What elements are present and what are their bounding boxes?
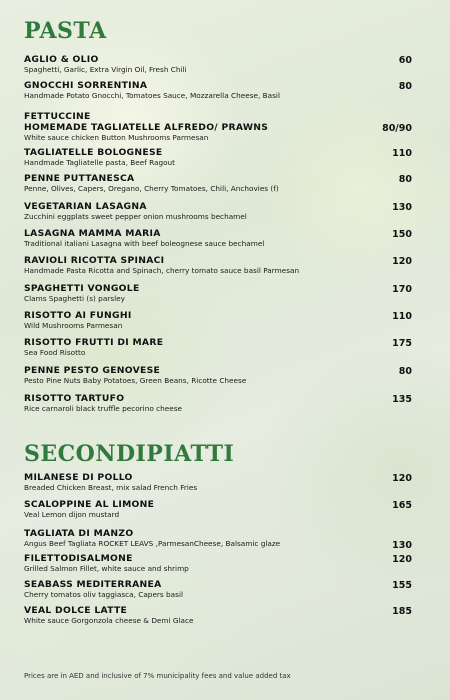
item-price: 80	[398, 174, 412, 185]
menu-item	[24, 499, 412, 528]
item-price: 130	[392, 540, 412, 551]
price-disclaimer: Prices are in AED and inclusive of 7% municipality fees and value added tax	[24, 672, 291, 680]
item-price: 120	[392, 473, 412, 484]
item-price: 185	[392, 606, 412, 617]
item-name: RAVIOLI RICOTTA SPINACI	[24, 255, 165, 266]
item-price: 110	[392, 311, 412, 322]
item-description: Sea Food Risotto	[24, 348, 86, 357]
menu-item	[24, 579, 412, 605]
menu-item	[24, 201, 412, 228]
item-description: Rice carnaroli black truffle pecorino cheese	[24, 404, 183, 413]
item-name: PENNE PUTTANESCA	[24, 173, 135, 184]
item-price: 135	[392, 394, 412, 405]
menu-item	[24, 255, 412, 283]
item-name: RISOTTO FRUTTI DI MARE	[24, 337, 164, 348]
menu-item	[24, 605, 412, 631]
item-price: 155	[392, 580, 412, 591]
item-name: LASAGNA MAMMA MARIA	[24, 228, 161, 239]
item-price: 170	[392, 284, 412, 295]
menu-item	[24, 54, 412, 80]
item-name: AGLIO & OLIO	[24, 54, 99, 65]
item-description: Handmade Pasta Ricotta and Spinach, cherry tomato sauce basil Parmesan	[24, 266, 300, 275]
item-price: 120	[392, 256, 412, 267]
item-price: 150	[392, 229, 412, 240]
item-price: 120	[392, 554, 412, 565]
item-name: RISOTTO AI FUNGHI	[24, 310, 132, 321]
item-name: TAGLIATELLE BOLOGNESE	[24, 147, 163, 158]
menu-item	[24, 283, 412, 310]
menu-item	[24, 228, 412, 255]
item-name: MILANESE DI POLLO	[24, 472, 133, 483]
menu-item	[24, 472, 412, 499]
menu-item	[24, 147, 412, 173]
menu-item	[24, 111, 412, 147]
item-name: VEGETARIAN LASAGNA	[24, 201, 147, 212]
menu-item	[24, 393, 412, 419]
item-price: 60	[398, 55, 412, 66]
item-description: Angus Beef Tagliata ROCKET LEAVS ,ParmesanCheese, Balsamic glaze	[24, 539, 281, 548]
item-price: 80/90	[382, 123, 412, 134]
item-description: Breaded Chicken Breast, mix salad French Fries	[24, 483, 198, 492]
menu-item	[24, 310, 412, 337]
item-price: 130	[392, 202, 412, 213]
menu-item	[24, 553, 412, 579]
item-description: Wild Mushrooms Parmesan	[24, 321, 123, 330]
item-price: 165	[392, 500, 412, 511]
item-description: White sauce chicken Button Mushrooms Parmesan	[24, 133, 209, 142]
item-description: Pesto Pine Nuts Baby Potatoes, Green Beans, Ricotte Cheese	[24, 376, 247, 385]
item-description: White sauce Gorgonzola cheese & Demi Glace	[24, 616, 194, 625]
item-description: Traditional italiani Lasagna with beef boleognese sauce bechamel	[24, 239, 265, 248]
item-description: Clams Spaghetti (s) parsley	[24, 294, 125, 303]
item-name-line-2: HOMEMADE TAGLIATELLE ALFREDO/ PRAWNS	[24, 122, 269, 133]
menu-item	[24, 365, 412, 393]
menu-item	[24, 337, 412, 365]
menu-item	[24, 80, 412, 111]
item-price: 110	[392, 148, 412, 159]
item-description: Spaghetti, Garlic, Extra Virgin Oil, Fresh Chili	[24, 65, 187, 74]
pasta-section-title: PASTA	[24, 18, 107, 44]
item-description: Veal Lemon dijon mustard	[24, 510, 120, 519]
item-description: Handmade Potato Gnocchi, Tomatoes Sauce, Mozzarella Cheese, Basil	[24, 91, 280, 100]
item-name: FETTUCCINE	[24, 111, 91, 122]
item-name: SPAGHETTI VONGOLE	[24, 283, 140, 294]
item-description: Handmade Tagliatelle pasta, Beef Ragout	[24, 158, 176, 167]
item-description: Cherry tomatos oliv taggiasca, Capers basil	[24, 590, 184, 599]
secondi-section-title: SECONDIPIATTI	[24, 441, 235, 467]
menu-item	[24, 528, 412, 553]
item-price: 175	[392, 338, 412, 349]
item-description: Penne, Olives, Capers, Oregano, Cherry Tomatoes, Chili, Anchovies (f)	[24, 184, 279, 193]
secondi-item-list	[24, 472, 412, 631]
item-name: SCALOPPINE AL LIMONE	[24, 499, 155, 510]
item-name: FILETTODISALMONE	[24, 553, 133, 564]
item-name: VEAL DOLCE LATTE	[24, 605, 128, 616]
menu-item	[24, 173, 412, 201]
item-name: PENNE PESTO GENOVESE	[24, 365, 161, 376]
item-name: SEABASS MEDITERRANEA	[24, 579, 162, 590]
item-name: GNOCCHI SORRENTINA	[24, 80, 148, 91]
item-description: Zucchini eggplats sweet pepper onion mushrooms bechamel	[24, 212, 247, 221]
item-description: Grilled Salmon Fillet, white sauce and shrimp	[24, 564, 189, 573]
item-name: TAGLIATA DI MANZO	[24, 528, 134, 539]
item-price: 80	[398, 81, 412, 92]
item-name: RISOTTO TARTUFO	[24, 393, 125, 404]
pasta-item-list	[24, 54, 412, 419]
item-price: 80	[398, 366, 412, 377]
